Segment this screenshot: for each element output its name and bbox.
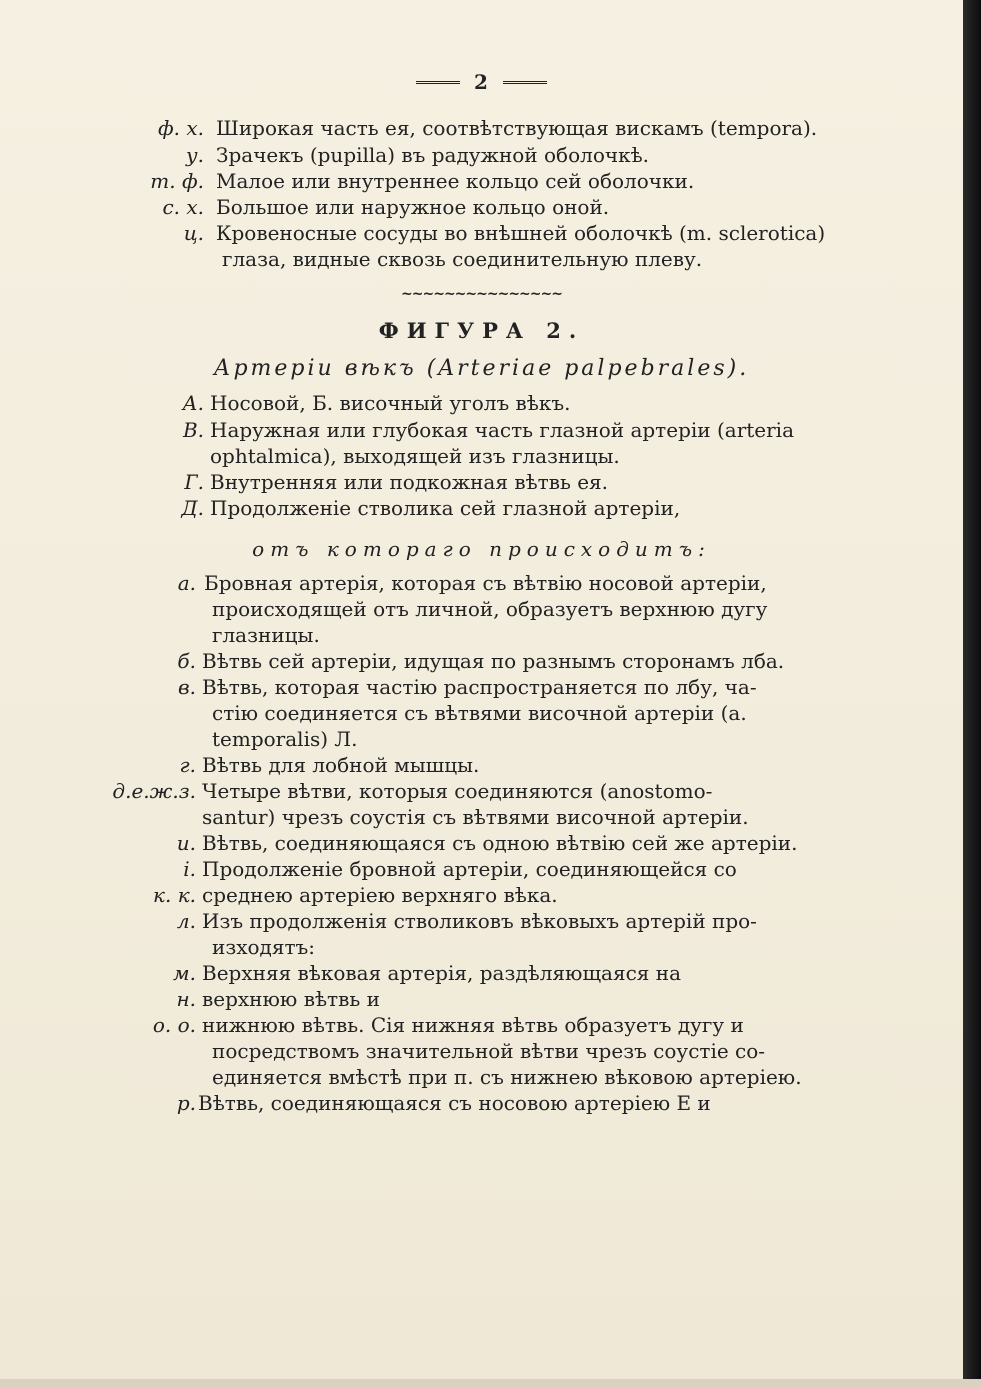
text-line: Наружная или глубокая часть глазной артеріи (arteria (210, 418, 795, 442)
line-label: р. (176, 1091, 196, 1115)
text-line: глаза, видные сквозь соединительную плеву. (222, 247, 703, 271)
line-label: т. ф. (150, 169, 204, 193)
line-label: ц. (183, 221, 204, 245)
text-line: Большое или наружное кольцо оной. (216, 195, 610, 219)
text-line: изходятъ: (212, 935, 316, 959)
text-line: Вѣтвь, соединяющаяся съ носовою артеріею Е и (198, 1091, 711, 1115)
line-label: с. х. (162, 195, 204, 219)
line-label: к. к. (153, 883, 196, 907)
line-label: а. (177, 571, 196, 595)
text-line: Носовой, Б. височный уголъ вѣкъ. (210, 391, 571, 415)
text-line: нижнюю вѣтвь. Сія нижняя вѣтвь образуетъ дугу и (202, 1013, 744, 1037)
line-label: г. (179, 753, 196, 777)
text-line: Малое или внутреннее кольцо сей оболочки. (216, 169, 695, 193)
line-label: і. (183, 857, 196, 881)
line-label: д.е.ж.з. (112, 779, 196, 803)
line-label: ф. х. (157, 116, 204, 140)
text-line: Зрачекъ (pupilla) въ радужной оболочкѣ. (216, 143, 650, 167)
text-line: происходящей отъ личной, образуетъ верхнюю дугу (212, 597, 768, 621)
line-label: в. (178, 675, 196, 699)
figure-subtitle: Артеріи вѣкъ (Arteriae palpebrales). (213, 356, 750, 381)
text-line: стію соединяется съ вѣтвями височной артеріи (a. (212, 701, 747, 725)
text-line: Вѣтвь, соединяющаяся съ одною вѣтвію сей же артеріи. (202, 831, 798, 855)
header-rule-right (503, 81, 547, 87)
text-line: Вѣтвь, которая частію распространяется по лбу, ча- (202, 675, 757, 699)
text-line: Кровеносные сосуды во внѣшней оболочкѣ (m. sclerotica) (216, 221, 826, 245)
text-line: santur) чрезъ соустія съ вѣтвями височной артеріи. (202, 805, 749, 829)
text-line: ophtalmica), выходящей изъ глазницы. (210, 444, 620, 468)
line-label: н. (176, 987, 196, 1011)
text-line: Верхняя вѣковая артерія, раздѣляющаяся на (202, 961, 682, 985)
text-line: Внутренняя или подкожная вѣтвь ея. (210, 470, 609, 494)
line-label: Д. (181, 496, 204, 520)
figure-title: ФИГУРА 2. (378, 318, 585, 343)
line-label: Г. (184, 470, 204, 494)
text-line: Вѣтвь сей артеріи, идущая по разнымъ сторонамъ лба. (202, 649, 785, 673)
text-line: Продолженіе стволика сей глазной артеріи, (210, 496, 681, 520)
text-line: Широкая часть ея, соотвѣтствующая вискамъ (tempora). (216, 116, 818, 140)
scan-edge (963, 0, 981, 1387)
text-line: среднею артеріею верхняго вѣка. (202, 883, 558, 907)
text-line: единяется вмѣстѣ при п. съ нижнею вѣковою артеріею. (212, 1065, 802, 1089)
text-line: Изъ продолженія стволиковъ вѣковыхъ артерій про- (202, 909, 757, 933)
text-line: Продолженіе бровной артеріи, соединяющейся со (202, 857, 737, 881)
text-line: посредствомъ значительной вѣтви чрезъ соустіе со- (212, 1039, 766, 1063)
page-number: 2 (474, 70, 489, 94)
header-rule-left (416, 81, 460, 87)
line-label: о. о. (152, 1013, 196, 1037)
text-line: temporalis) Л. (212, 727, 358, 751)
text-line: глазницы. (212, 623, 320, 647)
scan-bottom-edge (0, 1379, 981, 1387)
text-line: Четыре вѣтви, которыя соединяются (anostomo- (202, 779, 713, 803)
line-label: и. (176, 831, 196, 855)
page-header (0, 70, 963, 94)
line-label: А. (182, 391, 204, 415)
text-line: Вѣтвь для лобной мышцы. (202, 753, 480, 777)
line-label: у. (186, 143, 204, 167)
line-label: В. (182, 418, 204, 442)
text-line: Бровная артерія, которая съ вѣтвію носовой артеріи, (204, 571, 767, 595)
intro-phrase: отъ котораго происходитъ: (252, 537, 711, 561)
section-divider: ~~~~~~~~~~~~~~~ (401, 286, 562, 302)
line-label: б. (177, 649, 196, 673)
text-line: верхнюю вѣтвь и (202, 987, 380, 1011)
line-label: м. (173, 961, 196, 985)
line-label: л. (176, 909, 196, 933)
